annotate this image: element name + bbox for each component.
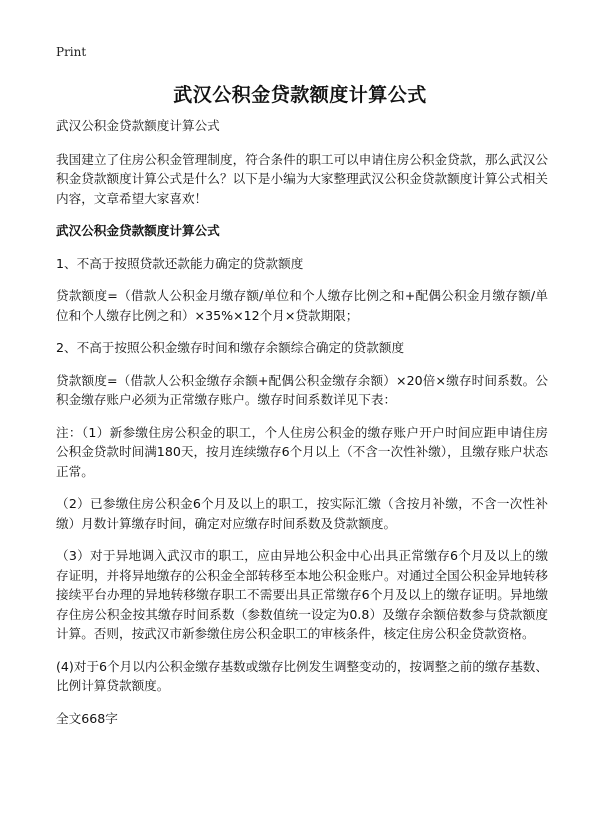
note-3: （3）对于异地调入武汉市的职工，应由异地公积金中心出具正常缴存6个月及以上的缴存证明，并将异地缴存的公积金全部转移至本地公积金账户。对通过全国公积金异地转移接续平台办理的异地转移缴存职工不需要出具正常缴存6个月及以上的缴存证明。异地缴存住房公积金按其缴存时间系数（参数值统一设定为0.8）及缴存余额倍数参与贷款额度计算。否则，按武汉市新参缴住房公积金职工的审核条件，核定住房公积金贷款资格。 [56, 548, 548, 641]
article-body [56, 116, 548, 741]
section-heading: 武汉公积金贷款额度计算公式 [56, 223, 220, 238]
article-subtitle: 武汉公积金贷款额度计算公式 [56, 118, 220, 133]
point-1-title: 1、不高于按照贷款还款能力确定的贷款额度 [56, 255, 304, 271]
page-title: 武汉公积金贷款额度计算公式 [173, 84, 427, 106]
print-link[interactable]: Print [56, 45, 87, 59]
word-count: 全文668字 [56, 710, 118, 726]
note-4: (4)对于6个月以内公积金缴存基数或缴存比例发生调整变动的，按调整之前的缴存基数、比例计算贷款额度。 [56, 658, 548, 693]
point-2-formula: 贷款额度=（借款人公积金缴存余额+配偶公积金缴存余额）×20倍×缴存时间系数。公积金缴存账户必须为正常缴存账户。缴存时间系数详见下表： [56, 372, 548, 407]
point-2-title: 2、不高于按照公积金缴存时间和缴存余额综合确定的贷款额度 [56, 340, 405, 355]
intro-paragraph: 我国建立了住房公积金管理制度，符合条件的职工可以申请住房公积金贷款，那么武汉公积金贷款额度计算公式是什么？以下是小编为大家整理武汉公积金贷款额度计算公式相关内容，文章希望大家喜欢！ [56, 151, 548, 206]
note-2: （2）已参缴住房公积金6个月及以上的职工，按实际汇缴（含按月补缴，不含一次性补缴）月数计算缴存时间，确定对应缴存时间系数及贷款额度。 [56, 496, 548, 531]
note-1: 注：（1）新参缴住房公积金的职工，个人住房公积金的缴存账户开户时间应距申请住房公积金贷款时间满180天，按月连续缴存6个月以上（不含一次性补缴），且缴存账户状态正常。 [56, 424, 548, 479]
point-1-formula: 贷款额度=（借款人公积金月缴存额/单位和个人缴存比例之和+配偶公积金月缴存额/单位和个人缴存比例之和）×35%×12个月×贷款期限； [56, 288, 548, 323]
